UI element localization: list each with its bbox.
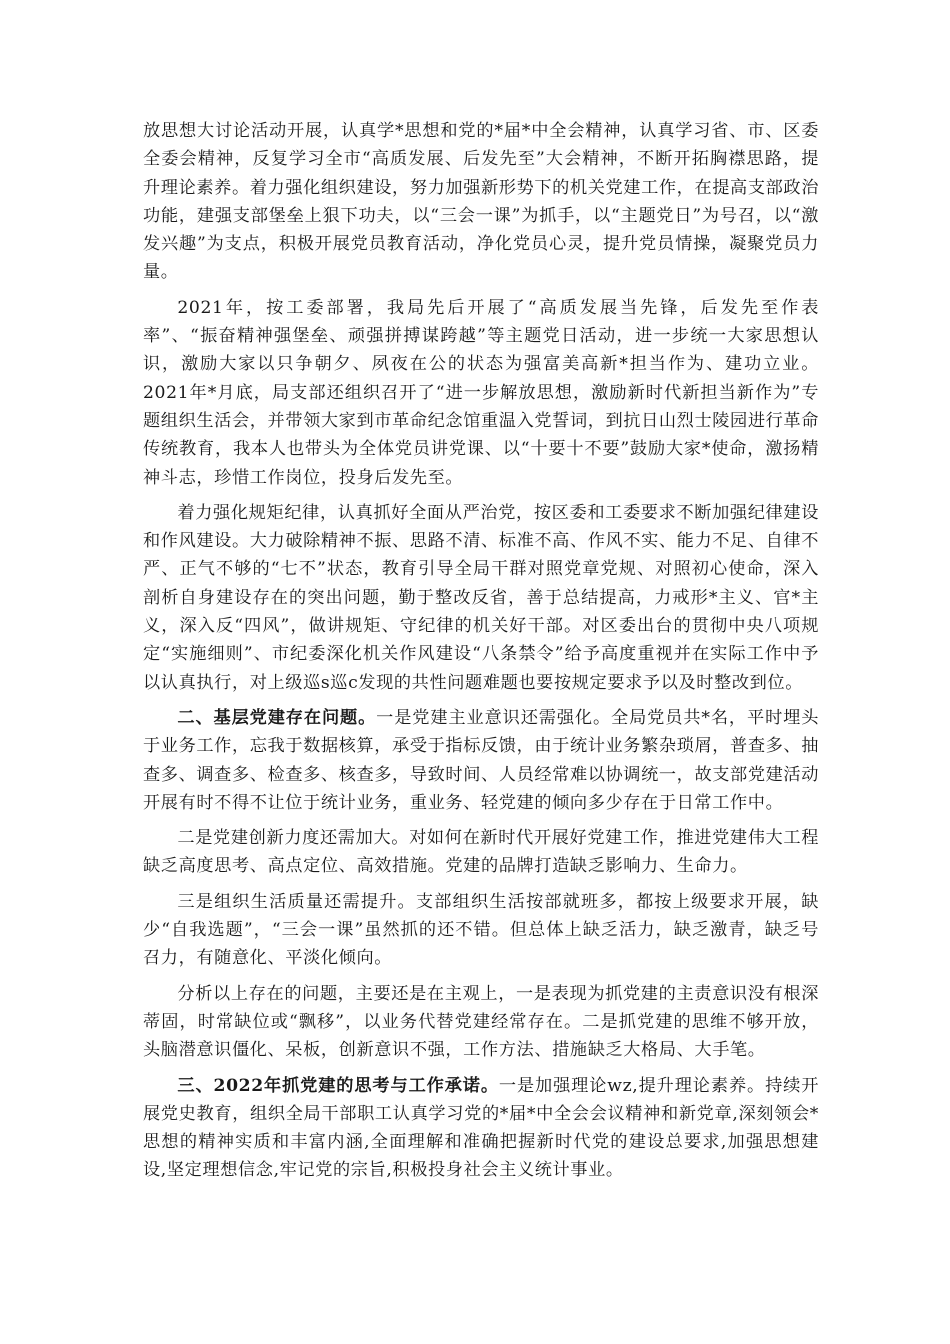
paragraph-section-three bbox=[143, 1072, 819, 1185]
paragraph-text: 放思想大讨论活动开展，认真学*思想和党的*届*中全会精神，认真学习省、市、区委全委会精神，反复学习全市“高质发展、后发先至”大会精神，不断开拓胸襟思路，提升理论素养。着力强化组织建设，努力加强新形势下的机关党建工作，在提高支部政治功能，建强支部堡垒上狠下功夫，以“三会一课”为抓手，以“主题党日”为号召，以“激发兴趣”为支点，积极开展党员教育活动，净化党员心灵，提升党员情操，凝聚党员力量。 bbox=[143, 121, 819, 283]
section-heading: 三、2022年抓党建的思考与工作承诺。 bbox=[177, 1075, 499, 1096]
paragraph-2021-activities bbox=[143, 294, 819, 492]
paragraph-continuation bbox=[143, 117, 819, 287]
paragraph-text: 分析以上存在的问题，主要还是在主观上，一是表现为抓党建的主责意识没有根深蒂固，时常缺位或“飘移”，以业务代替党建经常存在。二是抓党建的思维不够开放，头脑潜意识僵化、呆板，创新意识不强，工作方法、措施缺乏大格局、大手笔。 bbox=[143, 983, 819, 1061]
paragraph-discipline bbox=[143, 499, 819, 697]
paragraph-organization-life bbox=[143, 888, 819, 973]
paragraph-text: 三是组织生活质量还需提升。支部组织生活按部就班多，都按上级要求开展，缺少“自我选题”，“三会一课”虽然抓的还不错。但总体上缺乏活力，缺乏激青，缺乏号召力，有随意化、平淡化倾向。 bbox=[143, 891, 819, 969]
paragraph-text: 一是加强理论wz,提升理论素养。持续开展党史教育，组织全局干部职工认真学习党的*届*中全会会议精神和新党章,深刻领会*思想的精神实质和丰富内涵,全面理解和准确把握新时代党的建设总要求,加强思想建设,坚定理想信念,牢记党的宗旨,积极投身社会主义统计事业。 bbox=[143, 1075, 819, 1181]
section-heading: 二、基层党建存在问题。 bbox=[177, 707, 377, 728]
paragraph-innovation bbox=[143, 824, 819, 881]
paragraph-text: 一是党建主业意识还需强化。全局党员共*名，平时埋头于业务工作，忘我于数据核算，承受于指标反馈，由于统计业务繁杂琐屑，普查多、抽查多、调查多、检查多、核查多，导致时间、人员经常难以协调统一，故支部党建活动开展有时不得不让位于统计业务，重业务、轻党建的倾向多少存在于日常工作中。 bbox=[143, 707, 819, 813]
paragraph-text: 二是党建创新力度还需加大。对如何在新时代开展好党建工作，推进党建伟大工程缺乏高度思考、高点定位、高效措施。党建的品牌打造缺乏影响力、生命力。 bbox=[143, 828, 819, 877]
paragraph-analysis bbox=[143, 980, 819, 1065]
paragraph-text: 着力强化规矩纪律，认真抓好全面从严治党，按区委和工委要求不断加强纪律建设和作风建设。大力破除精神不振、思路不清、标准不高、作风不实、能力不足、自律不严、正气不够的“七不”状态，教育引导全局干群对照党章党规、对照初心使命，深入剖析自身建设存在的突出问题，勤于整改反省，善于总结提高，力戒形*主义、官*主义，深入反“四风”，做讲规矩、守纪律的机关好干部。对区委出台的贯彻中央八项规定“实施细则”、市纪委深化机关作风建设“八条禁令”给予高度重视并在实际工作中予以认真执行，对上级巡s巡c发现的共性问题难题也要按规定要求予以及时整改到位。 bbox=[143, 502, 819, 693]
paragraph-text: 2021年，按工委部署，我局先后开展了“高质发展当先锋，后发先至作表率”、“振奋精神强堡垒、顽强拼搏谋跨越”等主题党日活动，进一步统一大家思想认识，激励大家以只争朝夕、夙夜在公的状态为强富美高新*担当作为、建功立业。2021年*月底，局支部还组织召开了“进一步解放思想，激励新时代新担当新作为”专题组织生活会，并带领大家到市革命纪念馆重温入党誓词，到抗日山烈士陵园进行革命传统教育，我本人也带头为全体党员讲党课、以“十要十不要”鼓励大家*使命，激扬精神斗志，珍惜工作岗位，投身后发先至。 bbox=[143, 297, 819, 488]
paragraph-section-two bbox=[143, 704, 819, 817]
document-body bbox=[143, 117, 819, 1192]
